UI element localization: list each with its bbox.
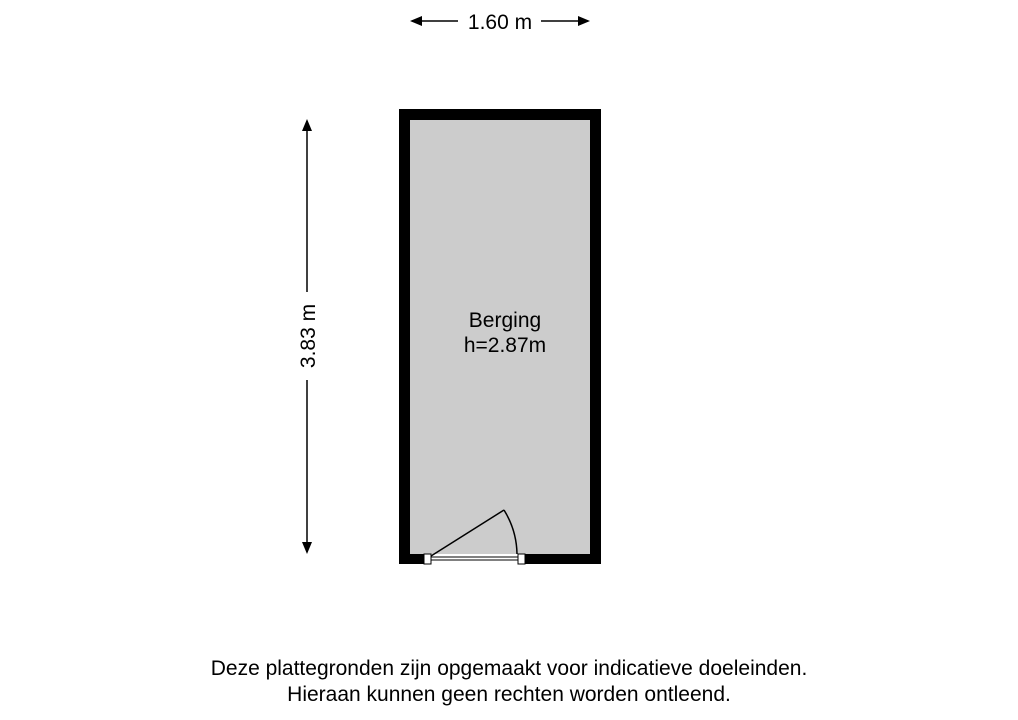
room-berging — [399, 109, 601, 564]
width-arrow-right-icon — [578, 16, 590, 26]
width-dimension-label: 1.60 m — [467, 11, 533, 34]
disclaimer-line-2: Hieraan kunnen geen rechten worden ontleend. — [287, 683, 731, 706]
width-arrow-left-icon — [410, 16, 422, 26]
length-dimension — [297, 119, 320, 554]
door-jamb-right — [518, 554, 525, 564]
length-arrow-bottom-icon — [302, 542, 312, 554]
door-jamb-left — [424, 554, 431, 564]
length-dimension-label: 3.83 m — [297, 303, 320, 369]
door-opening — [424, 554, 525, 564]
width-dimension — [410, 11, 590, 34]
length-arrow-top-icon — [302, 119, 312, 131]
room-name: Berging — [468, 309, 542, 332]
disclaimer-line-1: Deze plattegronden zijn opgemaakt voor indicatieve doeleinden. — [210, 657, 808, 680]
room-height: h=2.87m — [463, 334, 547, 357]
